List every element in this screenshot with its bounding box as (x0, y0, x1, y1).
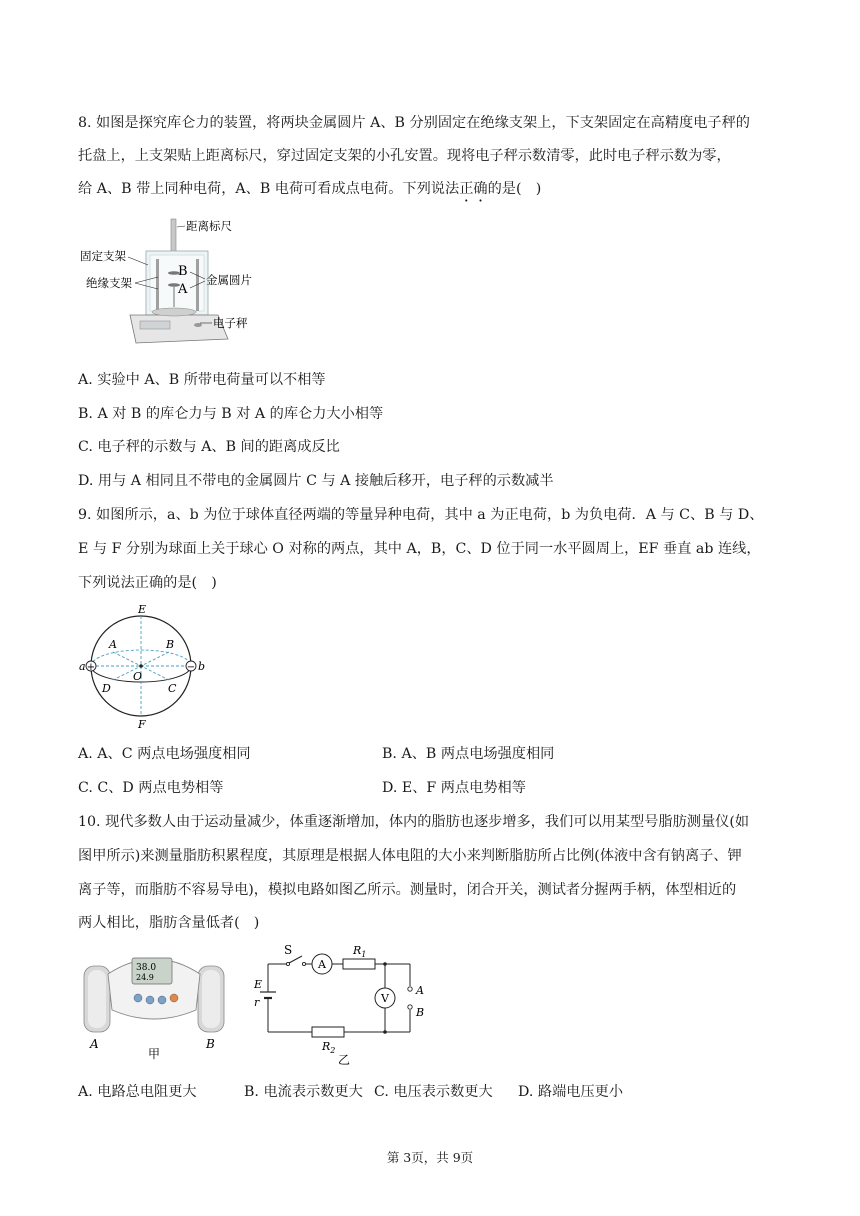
label-d-point: D (102, 682, 111, 695)
label-r2: $R_2$ (322, 1040, 336, 1055)
label-a-point: A (109, 638, 117, 651)
device-caption: 甲 (148, 1047, 161, 1061)
q10-option-a: A. 电路总电阻更大 (78, 1084, 197, 1100)
device-label-b: B (206, 1037, 215, 1051)
q8-stem-line2: 托盘上，上支架贴上距离标尺，穿过固定支架的小孔安置。现将电子秤示数清零，此时电子秤示数为零， (78, 148, 731, 164)
q9-stem-line1: 9. 如图所示，a、b 为位于球体直径两端的等量异种电荷，其中 a 为正电荷，b 为负电荷．A 与 C、B 与 D、 (78, 507, 764, 523)
label-b-charge: b (198, 660, 206, 673)
label-b-point: B (166, 638, 175, 651)
q10-stem-line2: 图甲所示)来测量脂肪积累程度，其原理是根据人体电阻的大小来判断脂肪所占比例(体液中含有钠离子、钾 (78, 848, 742, 864)
q9-stem-line3: 下列说法正确的是( ) (78, 575, 217, 591)
label-ammeter: A (318, 958, 326, 971)
q9-option-b: B. A、B 两点电场强度相同 (382, 746, 555, 762)
circuit-caption: 乙 (338, 1053, 351, 1065)
emphasis-char-1: 正 (459, 181, 474, 197)
q8-option-d: D. 用与 A 相同且不带电的金属圆片 C 与 A 接触后移开，电子秤的示数减半 (78, 473, 554, 489)
circuit-diagram-figure (250, 940, 440, 1065)
label-metal-disc: 金属圆片 (206, 273, 252, 287)
label-fixed-support: 固定支架 (80, 249, 126, 263)
q8-option-a: A. 实验中 A、B 所带电荷量可以不相等 (78, 372, 326, 388)
label-internal-r: r (254, 996, 260, 1009)
label-r1: $R_1$ (353, 944, 367, 959)
label-switch-s: S (284, 943, 293, 957)
label-c-point: C (168, 682, 177, 695)
label-emf-e: E (254, 978, 263, 991)
page-footer: 第 3页，共 9页 (386, 1150, 474, 1165)
emphasis-char-2: 确 (473, 181, 488, 197)
label-disc-a: A (178, 282, 188, 297)
sphere-charge-figure (78, 602, 208, 734)
q9-option-d: D. E、F 两点电势相等 (382, 780, 526, 796)
device-reading-1: 38.0 (136, 963, 157, 973)
q9-option-a: A. A、C 两点电场强度相同 (78, 746, 251, 762)
device-reading-2: 24.9 (136, 973, 154, 982)
q8-option-b: B. A 对 B 的库仑力与 B 对 A 的库仑力大小相等 (78, 406, 384, 422)
q9-option-c: C. C、D 两点电势相等 (78, 780, 224, 796)
label-insulating-support: 绝缘支架 (86, 276, 132, 290)
q8-stem-line1: 8. 如图是探究库仑力的装置，将两块金属圆片 A、B 分别固定在绝缘支架上，下支架固定在高精度电子秤的 (78, 115, 750, 131)
q10-option-d: D. 路端电压更小 (518, 1084, 624, 1100)
q10-stem-line4: 两人相比，脂肪含量低者( ) (78, 915, 260, 931)
label-terminal-a: A (416, 984, 424, 997)
fat-meter-device-figure (78, 944, 238, 1062)
q8-stem-line3-post: 的是( ) (487, 181, 542, 197)
label-f: F (138, 718, 146, 731)
q9-stem-line2: E 与 F 分别为球面上关于球心 O 对称的两点，其中 A，B，C、D 位于同一水平圆周上，EF 垂直 ab 连线， (78, 541, 761, 557)
q10-option-c: C. 电压表示数更大 (374, 1084, 493, 1100)
minus-sign: − (186, 662, 196, 673)
coulomb-apparatus-figure (78, 215, 268, 350)
q8-stem-line3 (78, 179, 541, 199)
device-label-a: A (90, 1037, 99, 1051)
q10-option-b: B. 电流表示数更大 (244, 1084, 363, 1100)
label-scale: 电子秤 (213, 316, 248, 330)
label-disc-b: B (178, 264, 188, 279)
label-e: E (138, 603, 147, 616)
label-terminal-b: B (416, 1006, 425, 1019)
q10-stem-line1: 10. 现代多数人由于运动量减少，体重逐渐增加，体内的脂肪也逐步增多，我们可以用某型号脂肪测量仪(如 (78, 814, 750, 830)
label-o: O (133, 670, 143, 683)
label-voltmeter: V (381, 992, 389, 1005)
q10-stem-line3: 离子等，而脂肪不容易导电)，模拟电路如图乙所示。测量时，闭合开关，测试者分握两手柄，体型相近的 (78, 882, 737, 898)
label-a-charge: a (79, 660, 86, 673)
q8-option-c: C. 电子秤的示数与 A、B 间的距离成反比 (78, 439, 340, 455)
plus-sign: + (86, 662, 96, 673)
q8-stem-line3-pre: 给 A、B 带上同种电荷，A、B 电荷可看成点电荷。下列说法 (78, 181, 460, 197)
label-ruler: 距离标尺 (186, 219, 232, 233)
